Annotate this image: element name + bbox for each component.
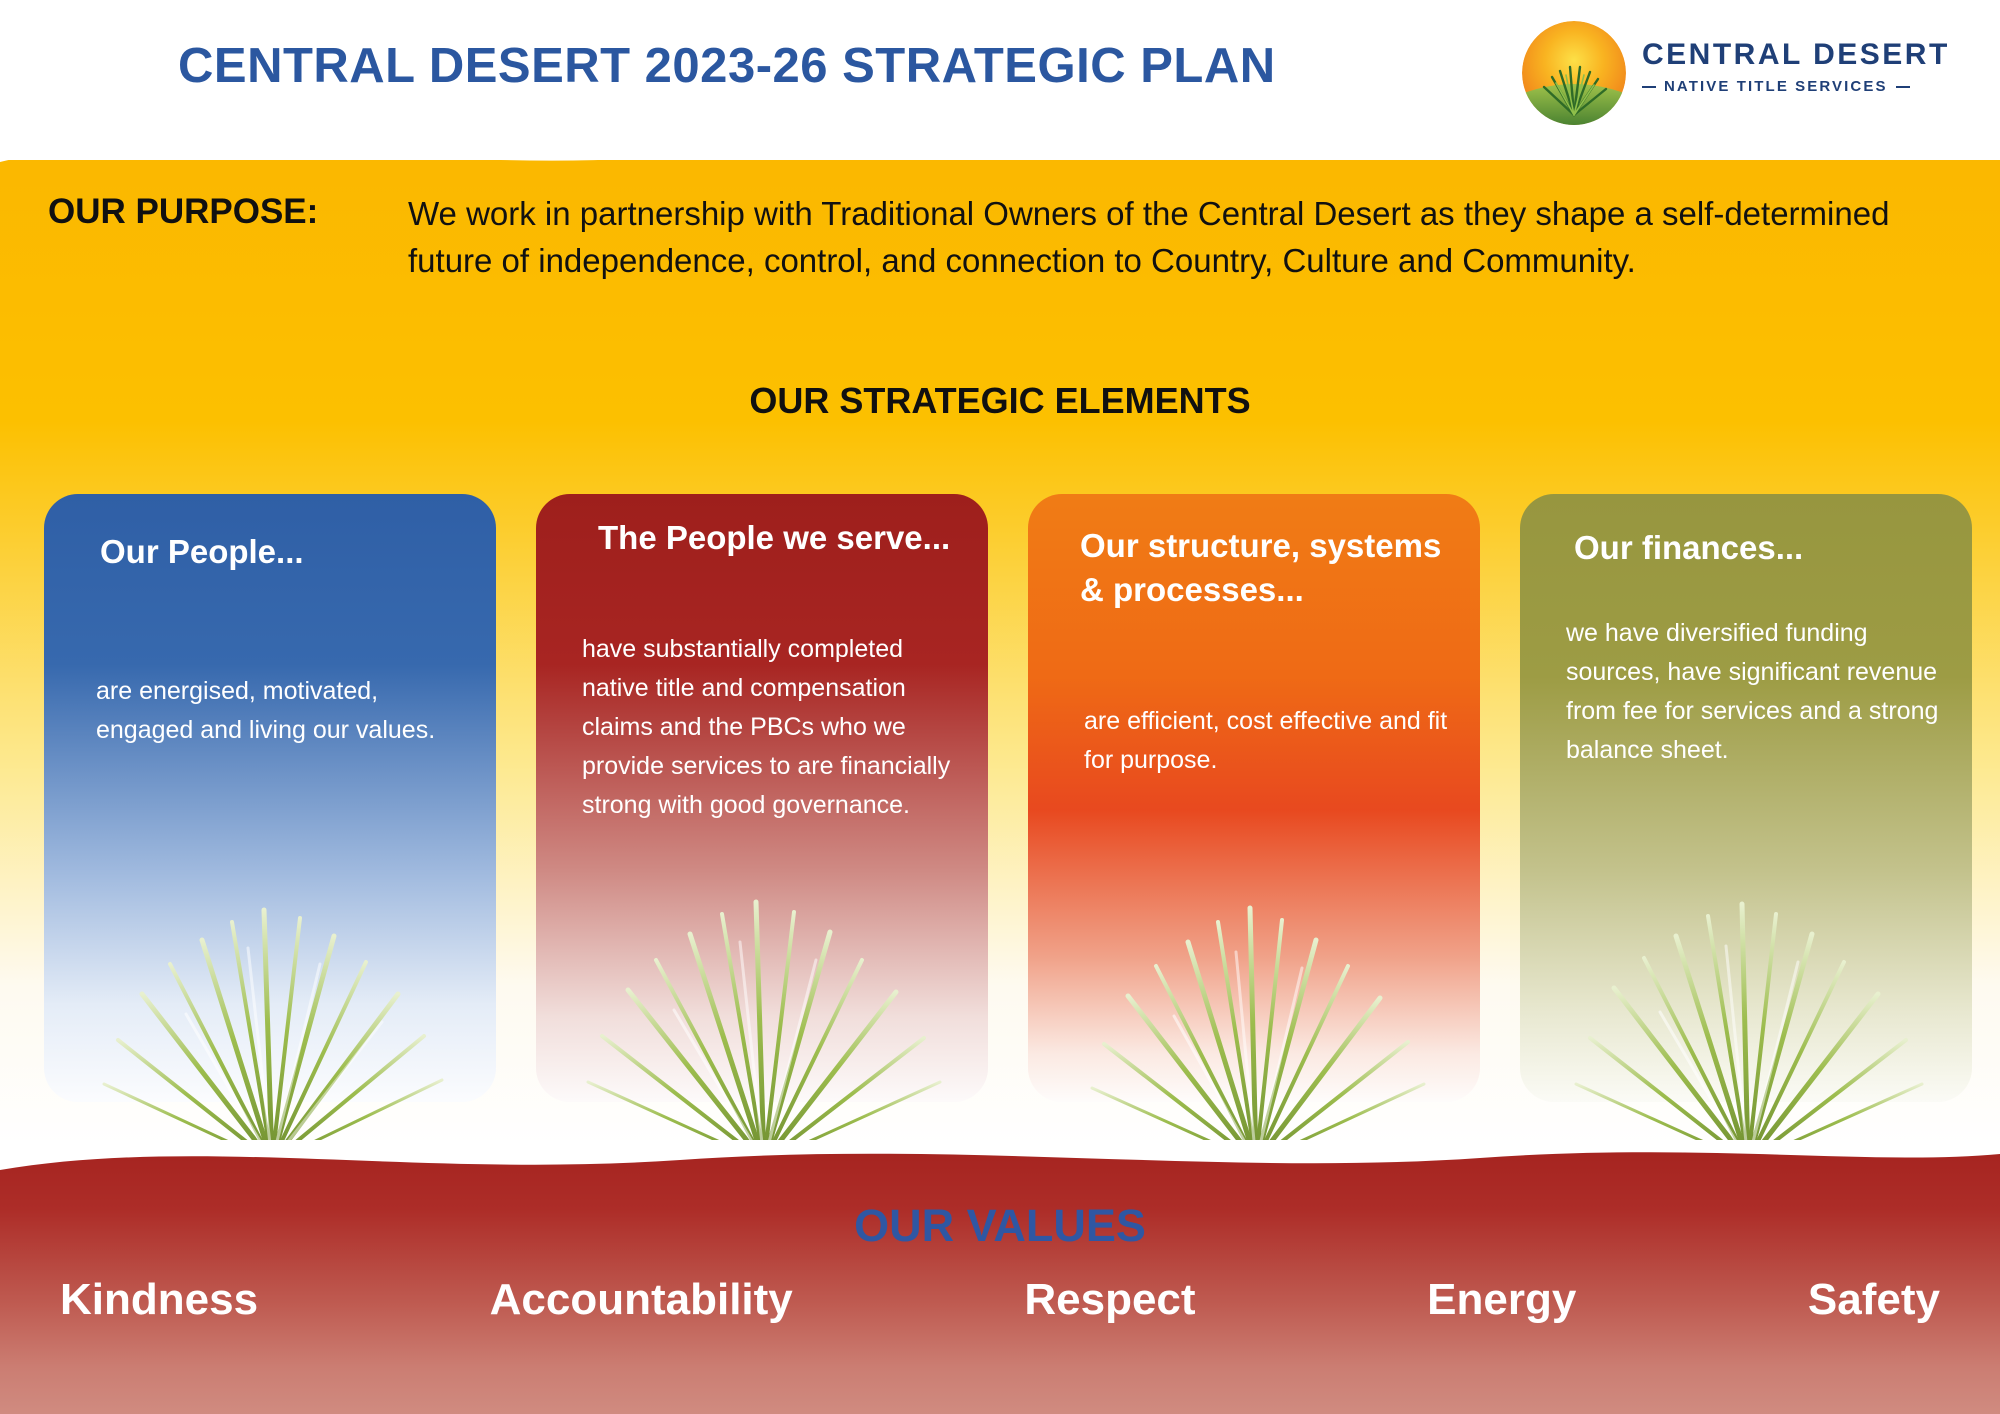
purpose-label: OUR PURPOSE: [48,192,319,231]
pillar-title: The People we serve... [598,519,951,556]
logo-rule-left [1642,86,1656,88]
pillar-body: we have diversified funding sources, have significant revenue from fee for services and a strong balance sheet. [1566,619,1939,764]
pillar-card-our-people [44,494,496,1102]
pillar-title: Our People... [100,533,304,570]
value-item-accountability: Accountability [489,1275,793,1324]
logo-rule-right [1896,86,1910,88]
pillar-title: Our finances... [1574,529,1804,566]
logo-subtitle-wrap [1642,78,1972,95]
pillar-body: have substantially completed native title and compensation claims and the PBCs who we provide services to are financially strong with good governance. [582,635,951,819]
pillar-body: are efficient, cost effective and fit for purpose. [1084,707,1448,774]
values-wave-divider [0,1140,2000,1184]
value-item-safety: Safety [1807,1275,1940,1324]
value-item-respect: Respect [1024,1275,1196,1324]
value-item-kindness: Kindness [60,1275,259,1324]
values-heading: OUR VALUES [854,1200,1146,1251]
strategic-elements-heading: OUR STRATEGIC ELEMENTS [749,380,1251,421]
values-list [60,1275,1940,1325]
sunrise-over-grass-icon [1520,19,1628,127]
value-item-energy: Energy [1427,1275,1577,1324]
pillar-card-our-finances [1520,494,1972,1102]
page-title: CENTRAL DESERT 2023-26 STRATEGIC PLAN [178,39,1276,93]
pillar-card-structure-systems-processes [1028,494,1480,1102]
logo-subtitle: NATIVE TITLE SERVICES [1664,78,1888,95]
pillar-title: Our structure, systems & processes... [1080,527,1442,608]
pillar-body: are energised, motivated, engaged and living our values. [96,677,436,744]
logo-text [1642,38,1972,95]
strategic-elements-list [0,494,2000,1114]
purpose-text: We work in partnership with Traditional Owners of the Central Desert as they shape a self-determined future of independence, control, and connection to Country, Culture and Community. [408,195,1890,279]
logo [1520,16,1970,126]
logo-name: CENTRAL DESERT [1642,38,1950,71]
header [0,0,2000,160]
pillar-card-people-we-serve [536,494,988,1102]
